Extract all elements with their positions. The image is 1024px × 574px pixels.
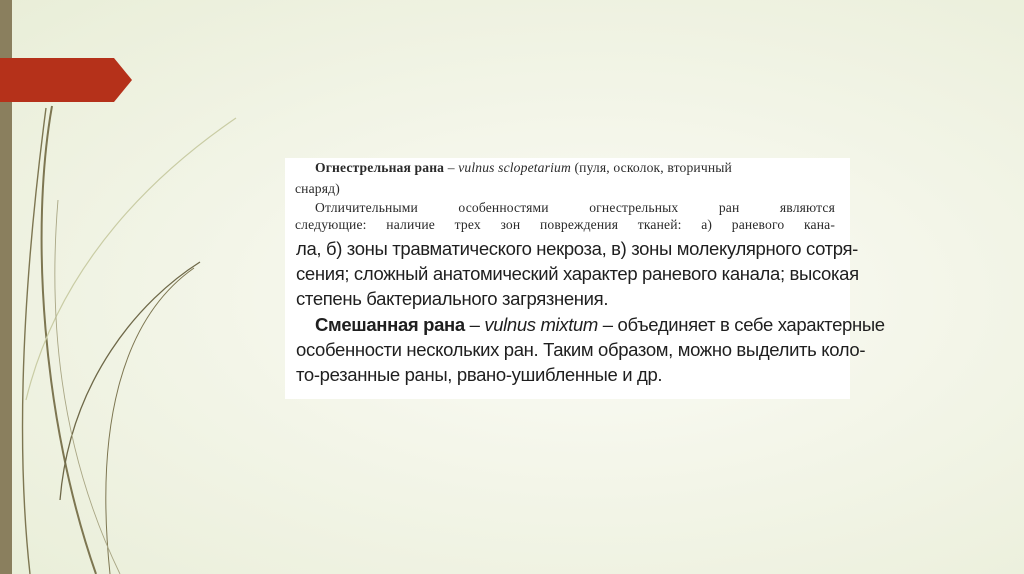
text-line-2: снаряд)	[295, 181, 340, 196]
text-line-5: ла, б) зоны травматического некроза, в) зоны молекулярного сотря-	[296, 238, 858, 259]
text-line-6: сения; сложный анатомический характер раневого канала; высокая	[296, 263, 859, 284]
text-line-9: особенности нескольких ран. Таким образом, можно выделить коло-	[296, 339, 866, 360]
text-line-1: Огнестрельная рана – vulnus sclopetarium (пуля, осколок, вторичный	[315, 160, 732, 175]
text-line-7: степень бактериального загрязнения.	[296, 288, 609, 309]
text-line-3: Отличительными особенностями огнестрельных ран являются	[315, 200, 835, 215]
decorative-curves	[0, 0, 260, 574]
text-line-10: то-резанные раны, рвано-ушибленные и др.	[296, 364, 663, 385]
scanned-text-image	[285, 158, 885, 399]
text-line-4: следующие: наличие трех зон повреждения тканей: а) раневого кана-	[295, 217, 835, 232]
text-line-8: Смешанная рана – vulnus mixtum – объединяет в себе характерные	[315, 314, 885, 335]
